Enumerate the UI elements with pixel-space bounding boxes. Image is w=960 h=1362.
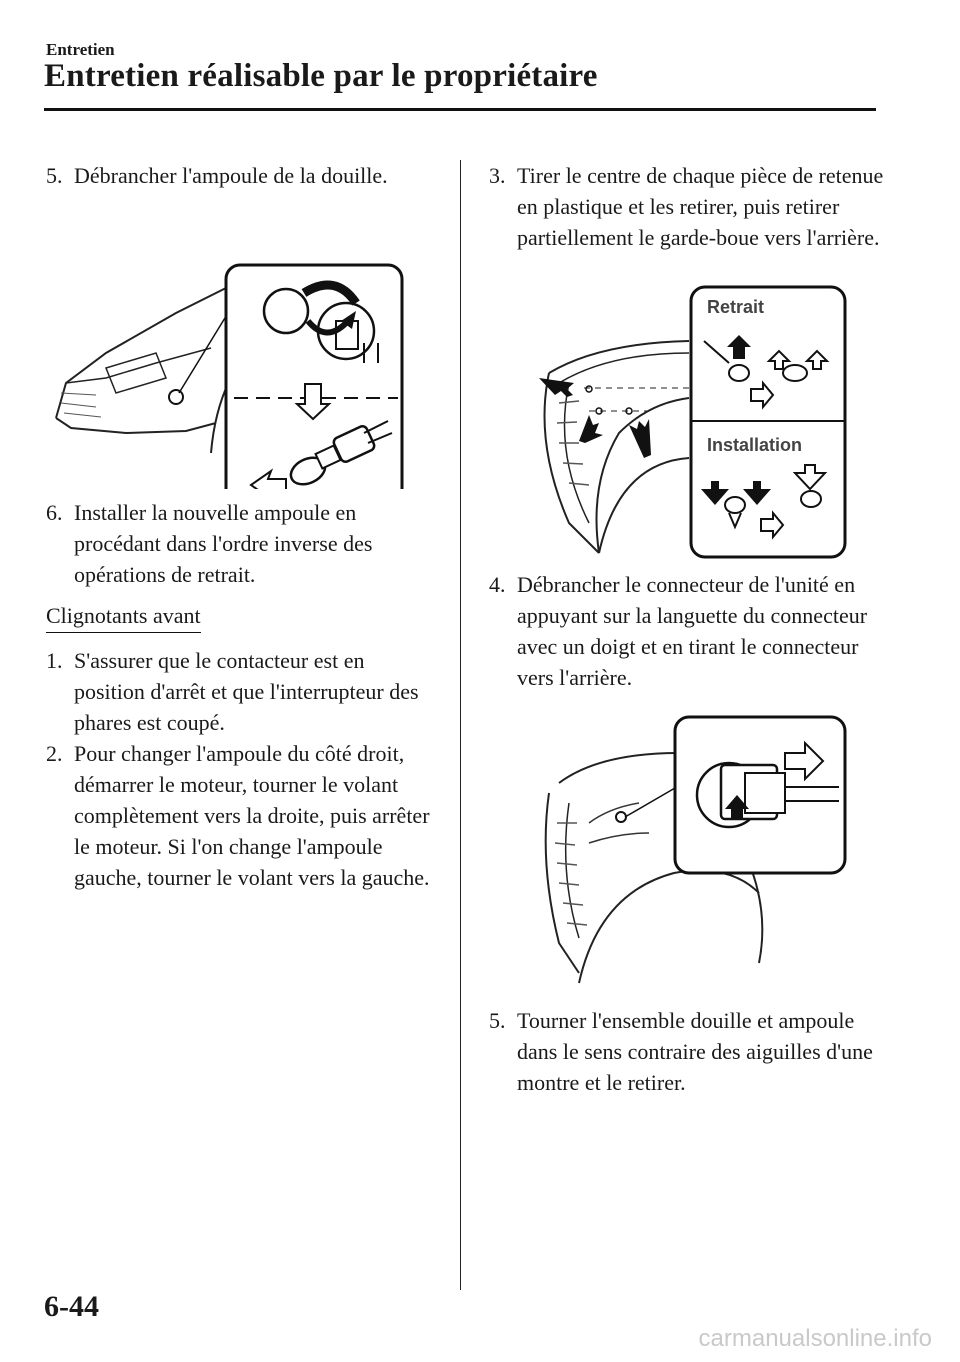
step-5-bulb-removal: 5. Débrancher l'ampoule de la douille. [46, 163, 388, 188]
right-column [489, 160, 889, 1098]
retainer-drawing [489, 283, 859, 563]
page-number: 6-44 [44, 1290, 99, 1323]
step-6-install-bulb: 6. Installer la nouvelle ampoule en procédant dans l'ordre inverse des opérations de retrait. [46, 500, 373, 587]
step-3-retainers: 3. Tirer le centre de chaque pièce de retenue en plastique et les retirer, puis retirer partiellement le garde-boue vers l'arrière. [489, 163, 884, 250]
section-label: Entretien [46, 40, 115, 59]
watermark: carmanualsonline.info [698, 1325, 932, 1352]
connector-drawing [489, 713, 859, 993]
connector-illustration [489, 713, 889, 993]
retainer-illustration [489, 283, 889, 563]
step-2-steering: 2. Pour changer l'ampoule du côté droit, démarrer le moteur, tourner le volant complètement vers la droite, puis arrêter le moteur. Si l'on change l'ampoule gauche, tourner le volant vers la gauche. [46, 741, 430, 890]
page-title: Entretien réalisable par le propriétaire [44, 58, 598, 94]
step-4-connector: 4. Débrancher le connecteur de l'unité en appuyant sur la languette du connecteur avec un doigt et en tirant le connecteur vers l'arrière. [489, 572, 868, 690]
step-1-ignition-off: 1. S'assurer que le contacteur est en position d'arrêt et que l'interrupteur des phares est coupé. [46, 648, 419, 735]
bulb-socket-illustration [46, 203, 436, 489]
bulb-socket-drawing [46, 203, 416, 489]
column-divider [460, 160, 461, 1290]
title-rule [44, 108, 876, 111]
installation-label: Installation [707, 435, 803, 455]
subsection-heading-wrap [46, 600, 436, 633]
step-5-socket-rotate: 5. Tourner l'ensemble douille et ampoule dans le sens contraire des aiguilles d'une montre et le retirer. [489, 1008, 873, 1095]
left-column [46, 160, 436, 893]
subsection-heading: Clignotants avant [46, 600, 201, 633]
retrait-label: Retrait [707, 297, 765, 317]
